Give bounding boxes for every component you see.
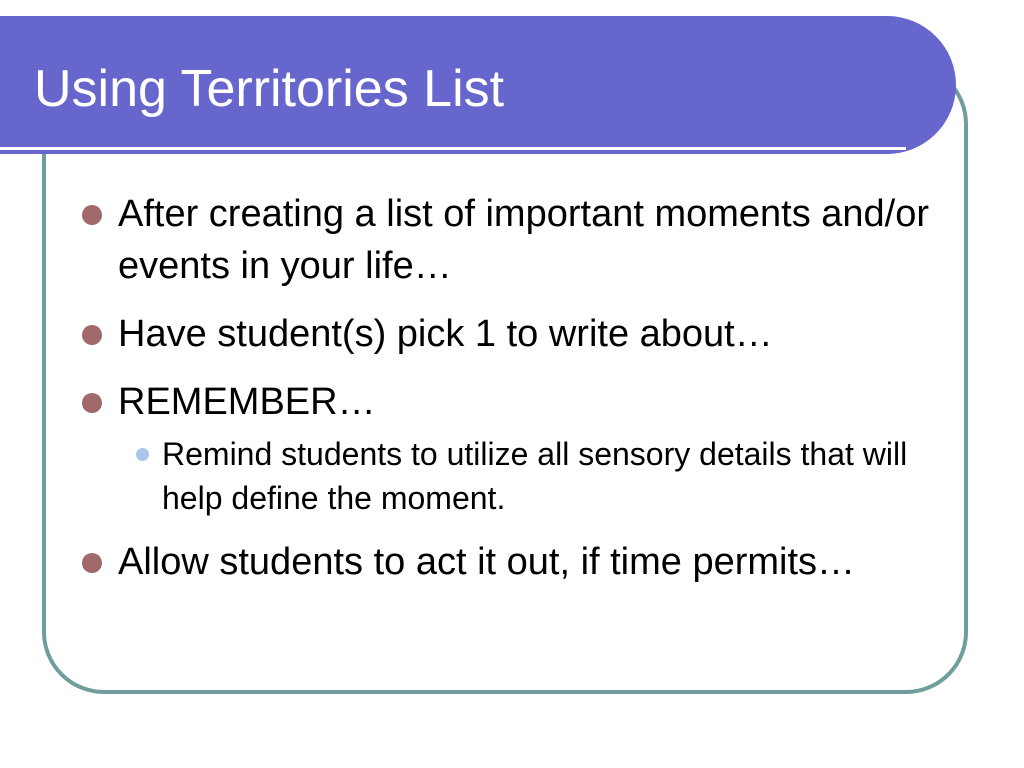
sub-bullet-item [118,432,960,520]
title-bar [0,16,956,154]
bullet-dot-icon [82,205,102,225]
bullet-list [80,188,960,604]
bullet-item [80,188,960,292]
bullet-text: Have student(s) pick 1 to write about… [118,313,773,355]
bullet-text: After creating a list of important moments and/or events in your life… [118,193,930,287]
bullet-dot-icon [82,553,102,573]
bullet-dot-icon [82,393,102,413]
slide-title: Using Territories List [34,60,505,118]
sub-bullet-dot-icon [136,448,149,461]
sub-bullet-text: Remind students to utilize all sensory details that will help define the moment. [162,436,908,516]
bullet-text: Allow students to act it out, if time permits… [118,541,856,583]
title-underline [0,147,906,150]
sub-bullet-list [118,432,960,520]
bullet-item [80,376,960,520]
bullet-dot-icon [82,325,102,345]
bullet-item [80,536,960,588]
bullet-item [80,308,960,360]
bullet-text: REMEMBER… [118,381,376,423]
